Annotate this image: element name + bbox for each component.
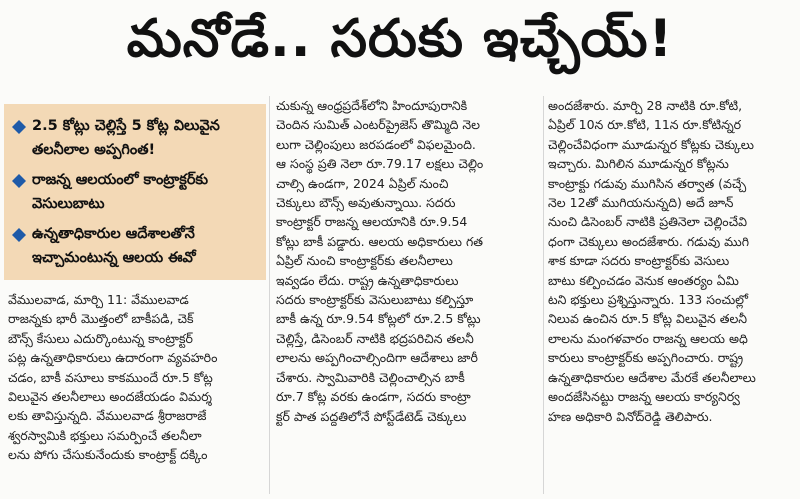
article-line: బాకీ ఉన్న రూ.9.54 కోట్లలో రూ.2.5 కోట్లు <box>276 311 481 327</box>
diamond-bullet-icon <box>12 228 26 242</box>
article-line: శ్వరస్వామికి భక్తులు సమర్పించే తలనీలా <box>8 427 202 443</box>
article-line: సదరు కాంట్రాక్టర్‌కు వెసులుబాటు కల్పిస్తూ <box>276 292 474 308</box>
highlight-item <box>12 168 260 216</box>
headline: మనోడే.. సరుకు ఇచ్చేయ్! <box>126 8 674 69</box>
article-line: ఏప్రిల్ 10న రూ.కోటి, 11న రూ.కోటిన్నర <box>548 117 742 133</box>
article-line: టని భక్తులు ప్రశ్నిస్తున్నారు. 133 సంచుల్లో <box>548 292 749 308</box>
article-column-1 <box>8 290 264 495</box>
article-line: చెల్లించేవిధంగా మూడున్నర కోట్లకు చెక్కులు <box>548 136 754 152</box>
highlights-box <box>4 104 266 280</box>
article-line: శాక కూడా సదరు కాంట్రాక్టర్‌కు వెసులు <box>548 253 730 269</box>
highlight-text: రాజన్న ఆలయంలో కాంట్రాక్టర్‌కు వెసులుబాటు <box>32 172 209 212</box>
diamond-bullet-icon <box>12 120 26 134</box>
article-line: లాలను అప్పగించాల్సిందిగా ఆదేశాలు జారీ <box>276 350 478 366</box>
article-line: నిలువ ఉంచిన రూ.5 కోట్ల విలువైన తలనీ <box>548 311 748 327</box>
article-line: బౌన్స్ కేసులు ఎదుర్కొంటున్న కాంట్రాక్టర్ <box>8 330 193 346</box>
article-line: హణ అధికారి వినోద్‌రెడ్డి తెలిపారు. <box>548 408 713 424</box>
article-column-3 <box>548 96 794 496</box>
article-line: అందజేశారు. మార్చి 28 నాటికి రూ.కోటి, <box>548 98 743 113</box>
highlight-text: 2.5 కోట్లు చెల్లిస్తే 5 కోట్ల విలువైన తలనీలాల అప్పగింత! <box>32 118 220 158</box>
article-line: క్టర్ పాత పద్ధతిలోనే పోస్ట్‌డేటెడ్ చెక్కులు <box>276 408 467 424</box>
article-line: కాంట్రాక్టర్ రాజన్న ఆలయానికి రూ.9.54 <box>276 214 468 230</box>
article-line: ఆ సంస్థ ప్రతి నెలా రూ.79.17 లక్షలు చెల్లిం <box>276 156 484 172</box>
column-divider <box>269 96 270 494</box>
article-line: కోట్లు బాకీ పడ్డారు. ఆలయ అధికారులు గత <box>276 233 483 249</box>
article-line: నుంచి డిసెంబర్ నాటికి ప్రతినెలా చెల్లించేవి <box>548 214 748 230</box>
article-line: కారులు కాంట్రాక్టర్‌కు అప్పగించారు. రాష్ట్ర <box>548 350 744 366</box>
article-line: లకు తావిస్తున్నది. వేములవాడ శ్రీరాజరాజే <box>8 408 207 424</box>
article-line: చుకున్న ఆంధ్రప్రదేశ్‌లోని హిందూపురానికి <box>276 98 468 113</box>
article-line: ఏప్రిల్ నుంచి కాంట్రాక్టర్‌కు తలనీలాలు <box>276 253 453 269</box>
article-line: చెల్లిస్తే, డిసెంబర్ నాటికి భద్రపరిచిన తలనీ <box>276 330 474 346</box>
article-line: చేశారు. స్వామివారికి చెల్లించాల్సిన బాకీ <box>276 369 465 385</box>
article-line: వేములవాడ, మార్చి 11: వేములవాడ <box>8 292 189 307</box>
article-column-2 <box>276 96 538 496</box>
article-line: లాలను మంగళవారం రాజన్న ఆలయ అధి <box>548 330 748 346</box>
article-line: రాజన్నకు భారీ మొత్తంలో బాకీపడి, చెక్ <box>8 311 194 327</box>
article-line: రూ.7 కోట్ల వరకు ఉండగా, సదరు కాంట్రా <box>276 389 471 405</box>
article-line: విలువైన తలనీలాలు అందజేయడం విమర్శ <box>8 389 212 405</box>
article-line: లుగా చెల్లింపులు జరపడంలో విఫలమైంది. <box>276 136 476 152</box>
highlight-item <box>12 114 260 162</box>
highlight-text: ఉన్నతాధికారుల ఆదేశాలతోనే ఇచ్చామంటున్న ఆలయ ఈవో <box>32 226 196 266</box>
article-line: ఇచ్చారు. మిగిలిన మూడున్నర కోట్లను <box>548 156 729 172</box>
article-line: బాటు కల్పించడం వెనుక ఆంతర్యం ఏమి <box>548 272 739 288</box>
article-line: పట్ల ఉన్నతాధికారులు ఉదారంగా వ్యవహరిం <box>8 350 218 366</box>
article-line: అందజేసినట్టు రాజన్న ఆలయ కార్యనిర్వ <box>548 389 740 405</box>
highlight-item <box>12 222 260 270</box>
article-line: చెందిన సుమిత్ ఎంటర్‌ప్రైజెస్ తొమ్మిది నెల <box>276 117 481 133</box>
article-line: ఇవ్వడం లేదు. రాష్ట్ర ఉన్నతాధికారులు <box>276 272 459 288</box>
article-line: నెల 12తో ముగియనున్నది) అదే జూన్ <box>548 195 734 211</box>
article-line: చడం, బాకీ వసూలు కాకముందే రూ.5 కోట్ల <box>8 369 213 385</box>
article-line: లను పోగు చేసుకునేందుకు కాంట్రాక్ట్ దక్కిం <box>8 447 208 463</box>
article-line: చాల్సి ఉండగా, 2024 ఏప్రిల్ నుంచి <box>276 175 449 191</box>
article-line: ధంగా చెక్కులు అందజేశారు. గడువు ముగి <box>548 233 749 249</box>
column-divider <box>543 96 544 494</box>
article-line: ఉన్నతాధికారుల ఆదేశాల మేరకే తలనీలాలు <box>548 369 756 385</box>
diamond-bullet-icon <box>12 174 26 188</box>
article-line: చెక్కులు బౌన్స్ అవుతున్నాయి. సదరు <box>276 195 456 211</box>
article-line: కాంట్రాక్టు గడువు ముగిసిన తర్వాత (వచ్చే <box>548 175 747 191</box>
